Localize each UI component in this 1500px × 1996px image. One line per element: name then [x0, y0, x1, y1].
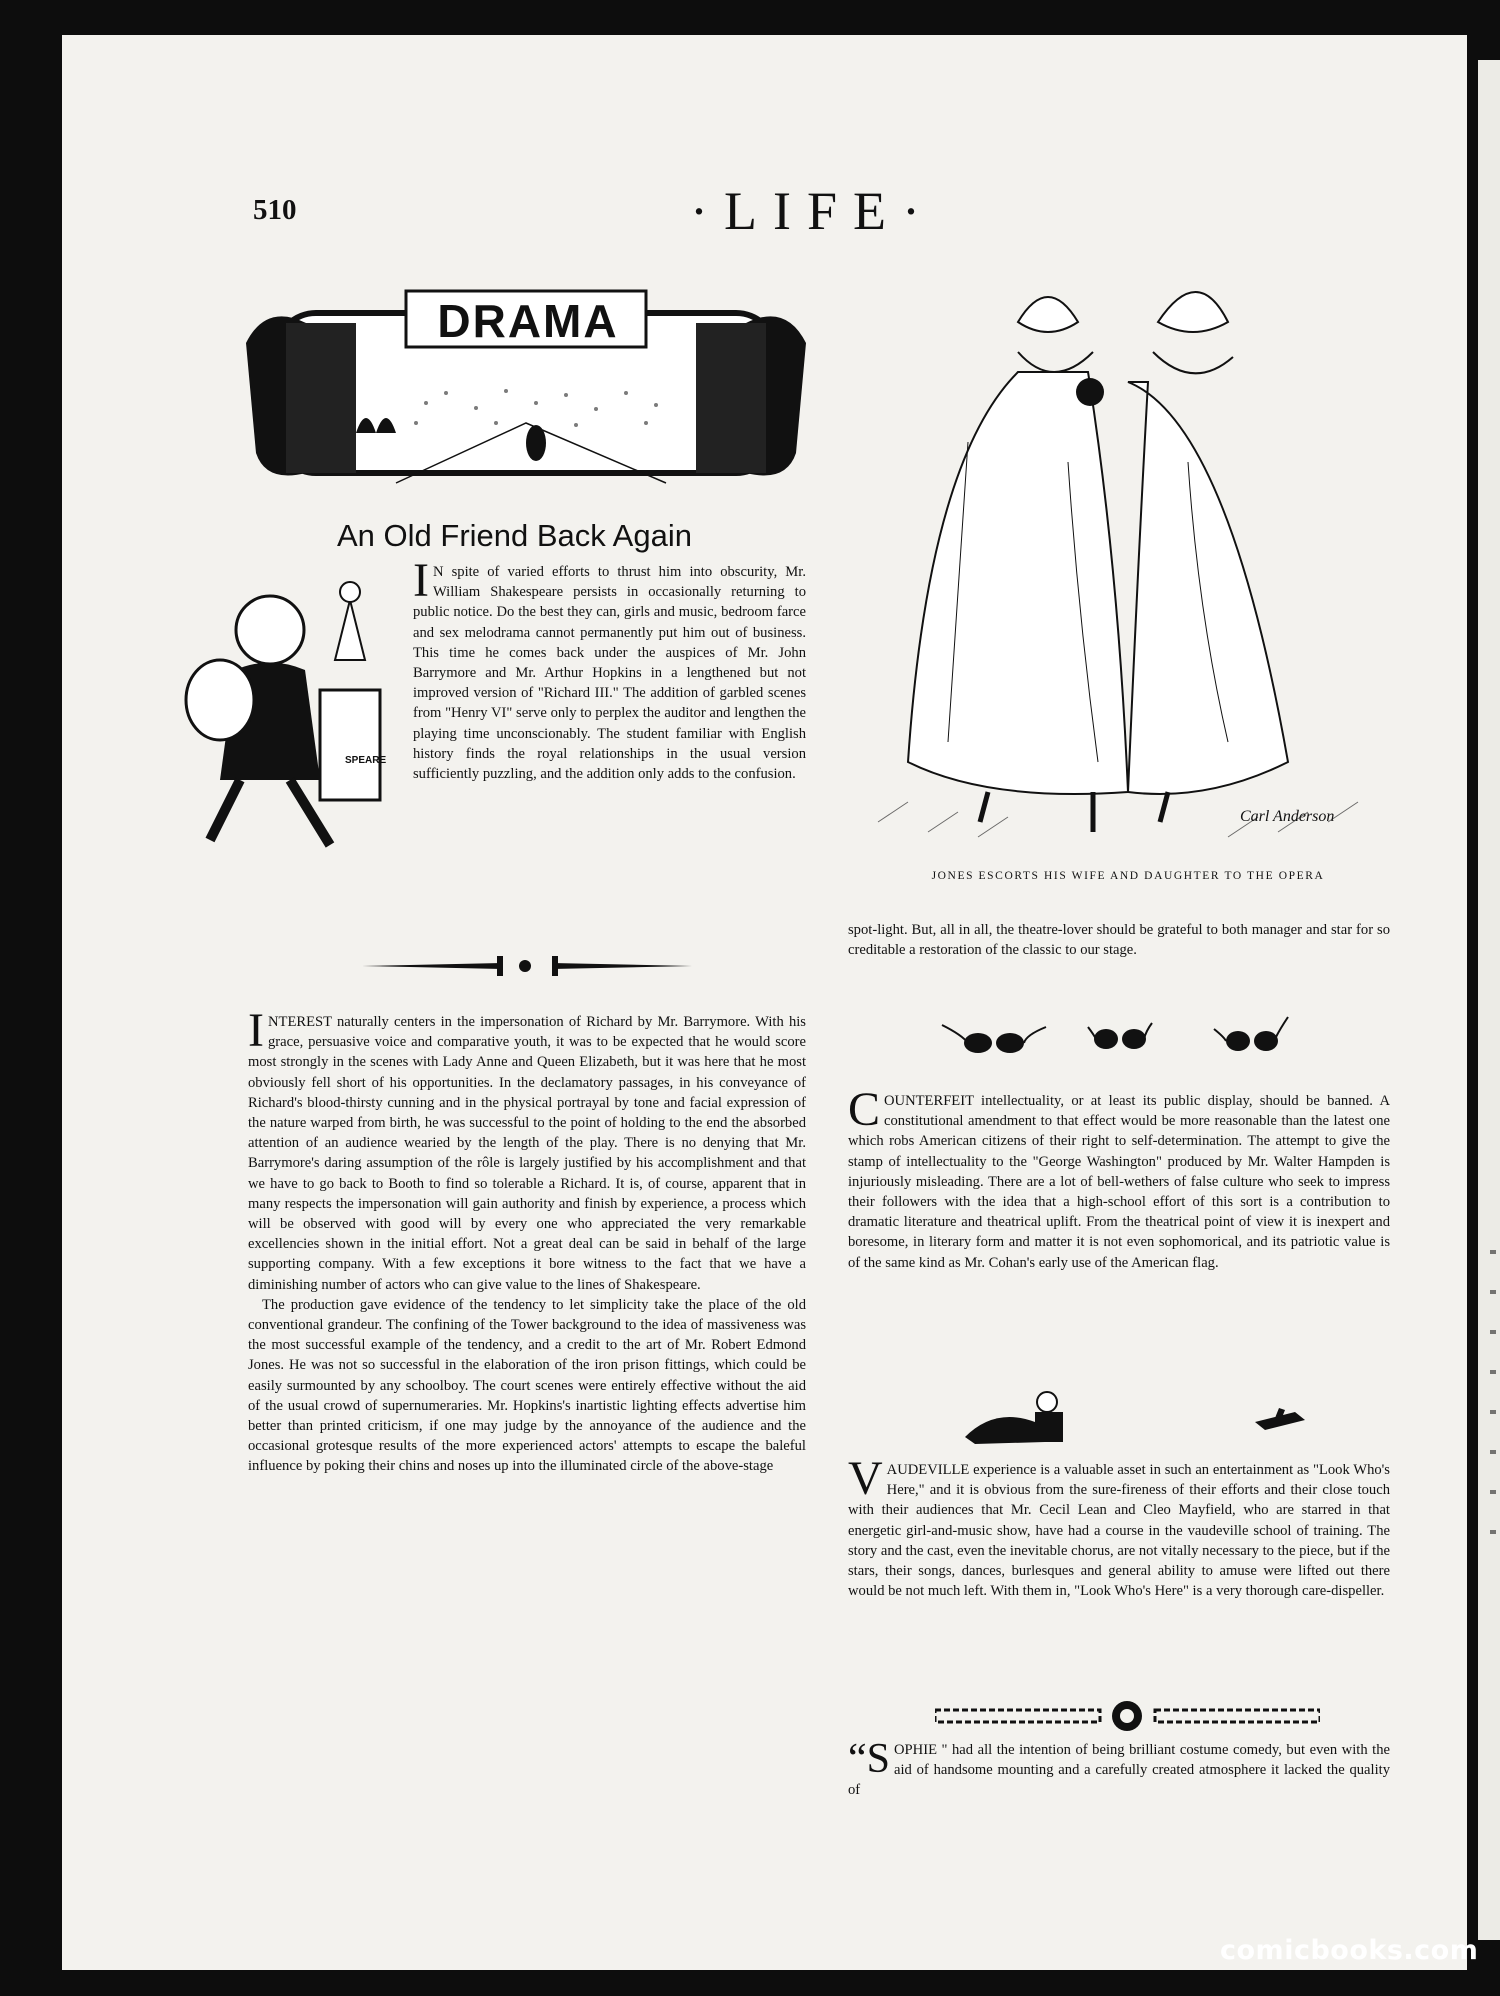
spectacles-ornament — [938, 1005, 1308, 1065]
article-paragraph-3: The production gave evidence of the tendency to let simplicity take the place of the old conventional grandeur. The confining of the Tower background to the idea of massiveness was the most successful example of the tendency, and a credit to the art of Mr. Robert Edmond Jones. He was not so successful in the elaboration of the iron prison fittings, which could be easily surmounted by any schoolboy. The court scenes were entirely effective without the aid of the usual crowd of supernumeraries. Mr. Hopkins's inartistic lighting effects advertise him better than printed criticism, if one may judge by the annoyance of the audience and the occasional grotesque results of the more experienced actors' attempts to escape the baleful influence by poking their chins and noses up into the illuminated circle of the above-stage — [248, 1296, 806, 1475]
dropcap-intro: I — [413, 554, 429, 607]
site-watermark: comicbooks.com — [1220, 1935, 1479, 1966]
chain-ornament-divider — [935, 1700, 1320, 1732]
dropcap-sophie: “S — [848, 1736, 891, 1782]
sophie-paragraph: OPHIE " had all the intention of being brilliant costume comedy, but even with the aid of handsome mounting and a carefully created atmosphere it lacked the quality of — [848, 1742, 1390, 1799]
article-paragraph-2: NTEREST naturally centers in the impersonation of Richard by Mr. Barrymore. With his grace, persuasive voice and comparative youth, it was to be expected that he would score most strongly in the scenes with Lady Anne and Queen Elizabeth, but it was here that he most obviously fell short of his opportunities. In the declamatory passages, in his conveyance of Richard's blood-thirsty cunning and in the physical portrayal by tone and facial expression of the nature warped from birth, he was successful to the point of holding to the end the absorbed attention of an audience wearied by the length of the play. There is no denying that Mr. Barrymore's daring assumption of the rôle is largely justified by his accomplishment and that we have to go back to Booth to find so tolerable a Richard. It is, of course, apparent that in many respects the impersonation will gain authority and finish by experience, a process which will be observed with good will by every one who appreciated the very remarkable excellencies shown in the initial effort. Not a great deal can be said in behalf of the large supporting company. With a few exceptions it bore witness to the fact that we have a diminishing number of actors who can give value to the lines of Shakespeare. — [248, 1014, 806, 1293]
article-body — [248, 1004, 806, 1477]
article-intro — [248, 554, 806, 872]
article-paragraph-3-cont: spot-light. But, all in all, the theatre-lover should be grateful to both manager and star for so creditable a restoration of the classic to our stage. — [848, 922, 1390, 959]
dropcap-interest: I — [248, 1004, 264, 1057]
vaudeville-ornament-figures — [955, 1382, 1325, 1450]
article-continuation — [848, 920, 1390, 960]
page-number: 510 — [253, 194, 297, 226]
sophie-section — [848, 1736, 1390, 1801]
sophie-opening-quote: “ — [848, 1736, 867, 1782]
vaudeville-section — [848, 1452, 1390, 1601]
vaudeville-paragraph: AUDEVILLE experience is a valuable asset in such an entertainment as "Look Who's Here," and it is obvious from the sure-fireness of their efforts and their close touch with their audiences that Mr. Cecil Lean and Cleo Mayfield, who are starred in that energetic girl-and-music show, have had a course in the vaudeville school of training. The story and the cast, even the inevitable chorus, are not vitally necessary to the piece, but if the stars, their songs, dances, burlesques and general ability to amuse were lifted out there would be not much left. With them in, "Look Who's Here" is a very thorough care-dispeller. — [848, 1462, 1390, 1600]
counterfeit-paragraph: OUNTERFEIT intellectuality, or at least its public display, should be banned. A constitutional amendment to that effect would be more reasonable than the latest one which robs American citizens of their right to self-determination. The attempt to give the stamp of intellectuality to the "George Washington" produced by Mr. Walter Hampden is injuriously misleading. There are a lot of bell-wethers of false culture who seek to impress their followers with the idea that a high-school effort of this sort is a contribution to dramatic literature and theatrical uplift. From the theatrical point of view it is inexpert and boresome, in literary form and matter it is not even sophomorical, and its patriotic value is of the same kind as Mr. Cohan's early use of the American flag. — [848, 1093, 1390, 1271]
sword-ornament-divider — [362, 953, 692, 979]
counterfeit-section — [848, 1083, 1390, 1273]
dropcap-vaudeville: V — [848, 1452, 883, 1505]
statue-sign: SPEARE — [345, 755, 387, 766]
page-edge-marks — [1490, 1250, 1496, 1550]
section-banner-title: DRAMA — [437, 295, 619, 347]
opera-cartoon-illustration — [868, 262, 1388, 862]
article-title: An Old Friend Back Again — [337, 518, 692, 553]
cartoon-signature: Carl Anderson — [1240, 808, 1335, 825]
dropcap-counterfeit: C — [848, 1083, 881, 1136]
adjacent-page-edge — [1478, 60, 1500, 1940]
cartoon-caption: JONES ESCORTS HIS WIFE AND DAUGHTER TO THE OPERA — [931, 870, 1325, 882]
article-paragraph-1: N spite of varied efforts to thrust him into obscurity, Mr. William Shakespeare persists in occasionally returning to public notice. Do the best they can, girls and music, bedroom farce and sex melodrama cannot permanently put him out of business. This time he comes back under the auspices of Mr. John Barrymore and Mr. Arthur Hopkins in a lengthened but not improved version of "Richard III." The addition of garbled scenes from "Henry VI" serve only to perplex the auditor and lengthen the playing time unconscionably. The student familiar with English history finds the royal relationships in the usual version sufficiently puzzling, and the addition only adds to the confusion. — [413, 564, 806, 783]
masthead: ·LIFE· — [690, 181, 936, 241]
